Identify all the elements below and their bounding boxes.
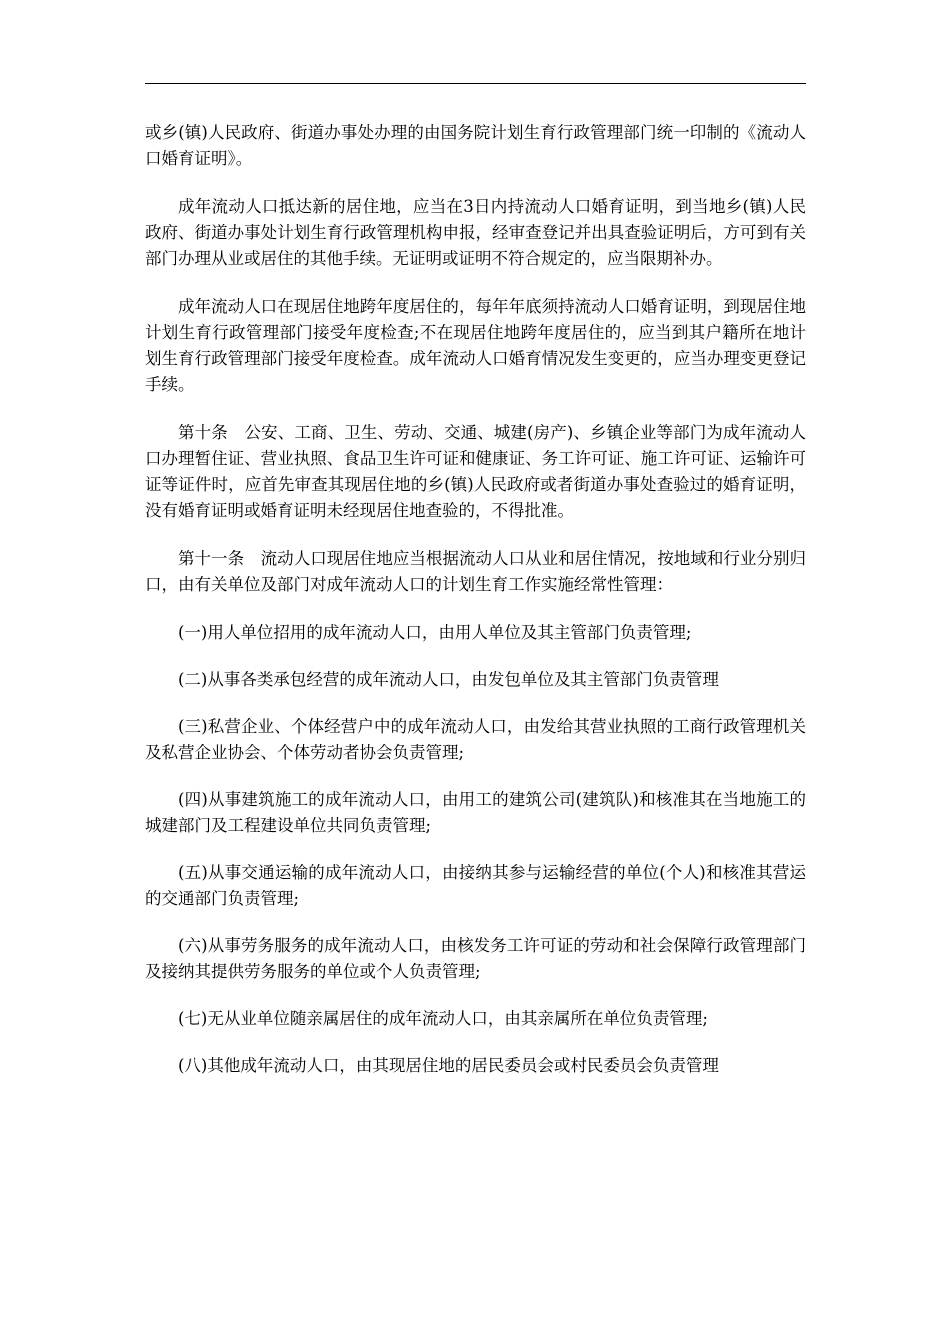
article-10: 第十条 公安、工商、卫生、劳动、交通、城建(房产)、乡镇企业等部门为成年流动人口办理暂住证、营业执照、食品卫生许可证和健康证、务工许可证、施工许可证、运输许可证等证件时，应首先审查其现居住地的乡(镇)人民政府或者街道办事处查验过的婚育证明，没有婚育证明或婚育证明未经现居住地查验的，不得批准。	[145, 423, 806, 520]
paragraph-continuation: 或乡(镇)人民政府、街道办事处办理的由国务院计划生育行政管理部门统一印制的《流动人口婚育证明》。	[145, 123, 806, 168]
article-11-item-2: (二)从事各类承包经营的成年流动人口，由发包单位及其主管部门负责管理	[178, 670, 719, 689]
document-body	[145, 120, 806, 1100]
article-11-item-3: (三)私营企业、个体经营户中的成年流动人口，由发给其营业执照的工商行政管理机关及私营企业协会、个体劳动者协会负责管理;	[145, 717, 806, 762]
article-11-item-5: (五)从事交通运输的成年流动人口，由接纳其参与运输经营的单位(个人)和核准其营运的交通部门负责管理;	[145, 863, 806, 908]
article-11-item-4: (四)从事建筑施工的成年流动人口，由用工的建筑公司(建筑队)和核准其在当地施工的城建部门及工程建设单位共同负责管理;	[145, 790, 806, 835]
header-rule	[145, 83, 806, 84]
paragraph-annual-inspection: 成年流动人口在现居住地跨年度居住的，每年年底须持流动人口婚育证明，到现居住地计划生育行政管理部门接受年度检查;不在现居住地跨年度居住的，应当到其户籍所在地计划生育行政管理部门接受年度检查。成年流动人口婚育情况发生变更的，应当办理变更登记手续。	[145, 297, 806, 394]
article-11-item-1: (一)用人单位招用的成年流动人口，由用人单位及其主管部门负责管理;	[178, 623, 692, 642]
paragraph-registration: 成年流动人口抵达新的居住地，应当在3日内持流动人口婚育证明，到当地乡(镇)人民政府、街道办事处计划生育行政管理机构申报，经审查登记并出具查验证明后，方可到有关部门办理从业或居住的其他手续。无证明或证明不符合规定的，应当限期补办。	[145, 197, 806, 268]
article-11-item-6: (六)从事劳务服务的成年流动人口，由核发务工许可证的劳动和社会保障行政管理部门及接纳其提供劳务服务的单位或个人负责管理;	[145, 936, 806, 981]
article-11: 第十一条 流动人口现居住地应当根据流动人口从业和居住情况，按地域和行业分别归口，由有关单位及部门对成年流动人口的计划生育工作实施经常性管理：	[145, 549, 806, 594]
article-11-item-8: (八)其他成年流动人口，由其现居住地的居民委员会或村民委员会负责管理	[178, 1056, 719, 1075]
article-11-item-7: (七)无从业单位随亲属居住的成年流动人口，由其亲属所在单位负责管理;	[178, 1009, 708, 1028]
